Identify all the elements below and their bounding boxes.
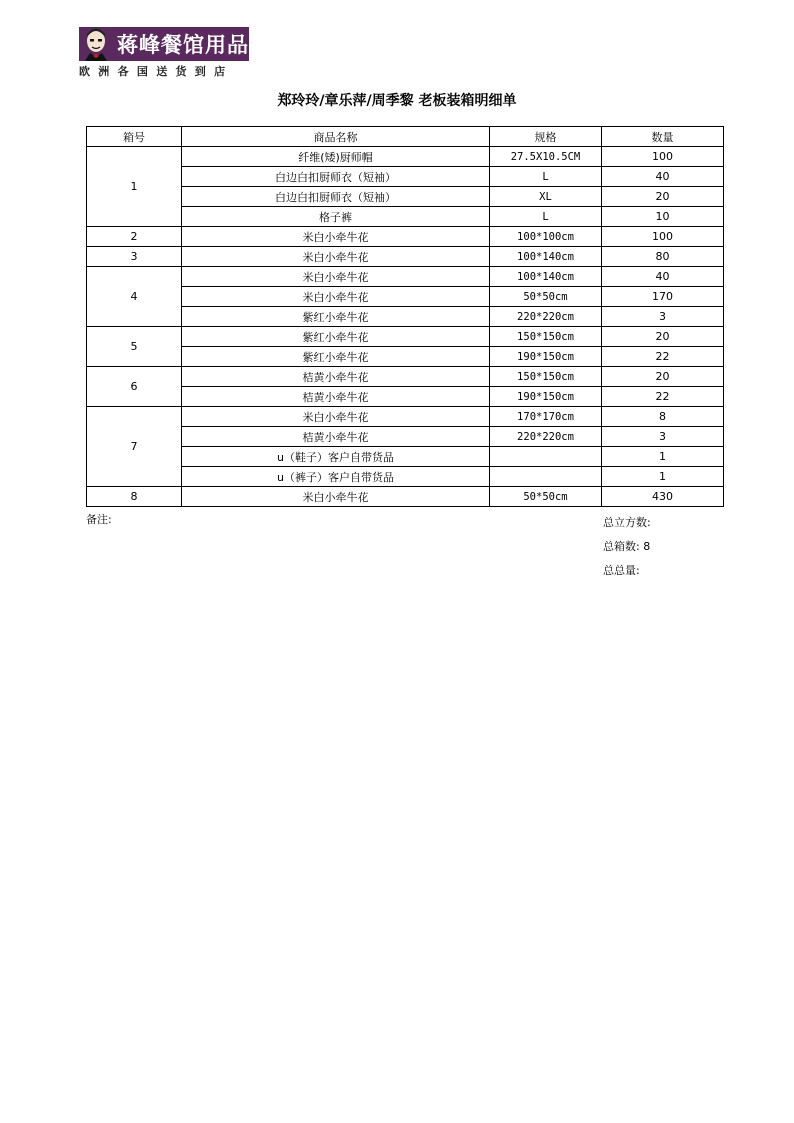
logo-banner [79,27,249,61]
product-name-cell: 紫红小牵牛花 [182,307,490,327]
quantity-cell: 1 [602,447,724,467]
product-name-cell: u（鞋子）客户自带货品 [182,447,490,467]
spec-cell: 100*140cm [490,247,602,267]
product-name-cell: 米白小牵牛花 [182,267,490,287]
quantity-cell: 100 [602,147,724,167]
table-row [87,467,724,487]
quantity-cell: 1 [602,467,724,487]
spec-cell: 220*220cm [490,307,602,327]
quantity-cell: 20 [602,187,724,207]
product-name-cell: 米白小牵牛花 [182,227,490,247]
quantity-cell: 20 [602,367,724,387]
box-number-cell: 2 [87,227,182,247]
table-row [87,307,724,327]
table-row [87,387,724,407]
quantity-cell: 100 [602,227,724,247]
total-weight: 总总量: [603,564,640,577]
box-number-cell: 6 [87,367,182,407]
product-name-cell: 米白小牵牛花 [182,287,490,307]
spec-cell: 100*100cm [490,227,602,247]
quantity-cell: 80 [602,247,724,267]
table-row [87,487,724,507]
chef-face-icon [81,27,111,61]
product-name-cell: 桔黄小牵牛花 [182,387,490,407]
packing-table [86,126,724,507]
quantity-cell: 22 [602,387,724,407]
spec-cell: 190*150cm [490,347,602,367]
document-title: 郑玲玲/章乐萍/周季黎 老板装箱明细单 [277,93,517,109]
spec-cell: 50*50cm [490,287,602,307]
box-number-cell: 1 [87,147,182,227]
product-name-cell: 格子裤 [182,207,490,227]
spec-cell: 27.5X10.5CM [490,147,602,167]
header-product-name: 商品名称 [182,127,490,147]
header-quantity: 数量 [602,127,724,147]
table-row [87,247,724,267]
spec-cell: 170*170cm [490,407,602,427]
table-row [87,227,724,247]
product-name-cell: 米白小牵牛花 [182,487,490,507]
spec-cell: 100*140cm [490,267,602,287]
table-row [87,267,724,287]
remark-label: 备注: [86,513,112,526]
spec-cell: 190*150cm [490,387,602,407]
spec-cell: XL [490,187,602,207]
quantity-cell: 3 [602,427,724,447]
table-row [87,167,724,187]
quantity-cell: 170 [602,287,724,307]
box-number-cell: 3 [87,247,182,267]
header-box-no: 箱号 [87,127,182,147]
table-row [87,447,724,467]
spec-cell: 220*220cm [490,427,602,447]
logo-tagline: 欧洲各国送货到店 [79,65,234,78]
total-volume: 总立方数: [603,516,651,529]
spec-cell [490,467,602,487]
quantity-cell: 430 [602,487,724,507]
table-row [87,347,724,367]
spec-cell: L [490,167,602,187]
product-name-cell: 米白小牵牛花 [182,247,490,267]
product-name-cell: 桔黄小牵牛花 [182,427,490,447]
product-name-cell: 白边白扣厨师衣（短袖） [182,167,490,187]
product-name-cell: 纤维(矮)厨师帽 [182,147,490,167]
quantity-cell: 8 [602,407,724,427]
quantity-cell: 40 [602,267,724,287]
box-number-cell: 5 [87,327,182,367]
spec-cell: 50*50cm [490,487,602,507]
spec-cell: L [490,207,602,227]
table-row [87,287,724,307]
quantity-cell: 40 [602,167,724,187]
spec-cell: 150*150cm [490,367,602,387]
spec-cell [490,447,602,467]
header-spec: 规格 [490,127,602,147]
quantity-cell: 10 [602,207,724,227]
quantity-cell: 20 [602,327,724,347]
table-row [87,407,724,427]
table-row [87,327,724,347]
summary-block [603,511,651,583]
box-number-cell: 4 [87,267,182,327]
table-body [87,147,724,507]
quantity-cell: 22 [602,347,724,367]
logo-name: 蒋峰餐馆用品 [117,33,249,57]
quantity-cell: 3 [602,307,724,327]
product-name-cell: u（裤子）客户自带货品 [182,467,490,487]
brand-logo [79,27,249,79]
table-row [87,147,724,167]
table-header-row [87,127,724,147]
table-row [87,367,724,387]
product-name-cell: 桔黄小牵牛花 [182,367,490,387]
spec-cell: 150*150cm [490,327,602,347]
product-name-cell: 紫红小牵牛花 [182,347,490,367]
product-name-cell: 白边白扣厨师衣（短袖） [182,187,490,207]
box-number-cell: 8 [87,487,182,507]
table-row [87,427,724,447]
table-row [87,187,724,207]
total-boxes: 总箱数: 8 [603,540,651,553]
box-number-cell: 7 [87,407,182,487]
table-row [87,207,724,227]
product-name-cell: 紫红小牵牛花 [182,327,490,347]
product-name-cell: 米白小牵牛花 [182,407,490,427]
